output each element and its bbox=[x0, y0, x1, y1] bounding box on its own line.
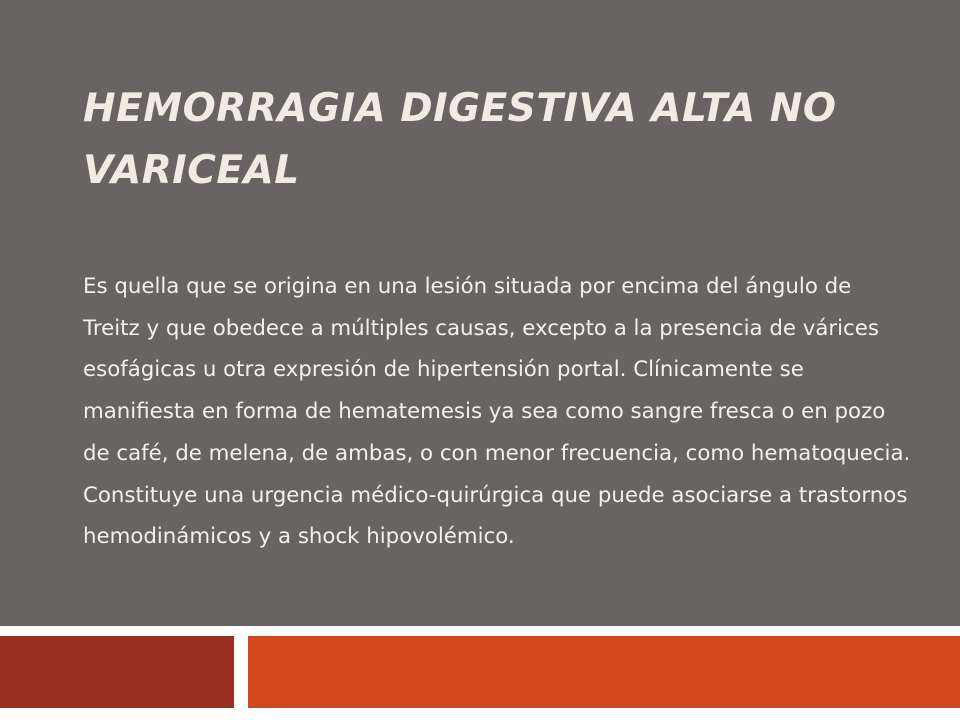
footer-left-accent-bar bbox=[0, 636, 234, 708]
slide-body-text: Es quella que se origina en una lesión situada por encima del ángulo de Treitz y que obedece a múltiples causas, excepto a la presencia de várices esofágicas u otra expresión de hipertensión portal. Clínicamente se manifiesta en forma de hematemesis ya sea como sangre fresca o en pozo de café, de melena, de ambas, o con menor frecuencia, como hematoquecia. Constituye una urgencia médico-quirúrgica que puede asociarse a trastornos hemodinámicos y a shock hipovolémico. bbox=[83, 274, 911, 550]
slide-title: HEMORRAGIA DIGESTIVA ALTA NO VARICEAL bbox=[83, 86, 837, 193]
footer-right-accent-bar bbox=[248, 636, 960, 708]
